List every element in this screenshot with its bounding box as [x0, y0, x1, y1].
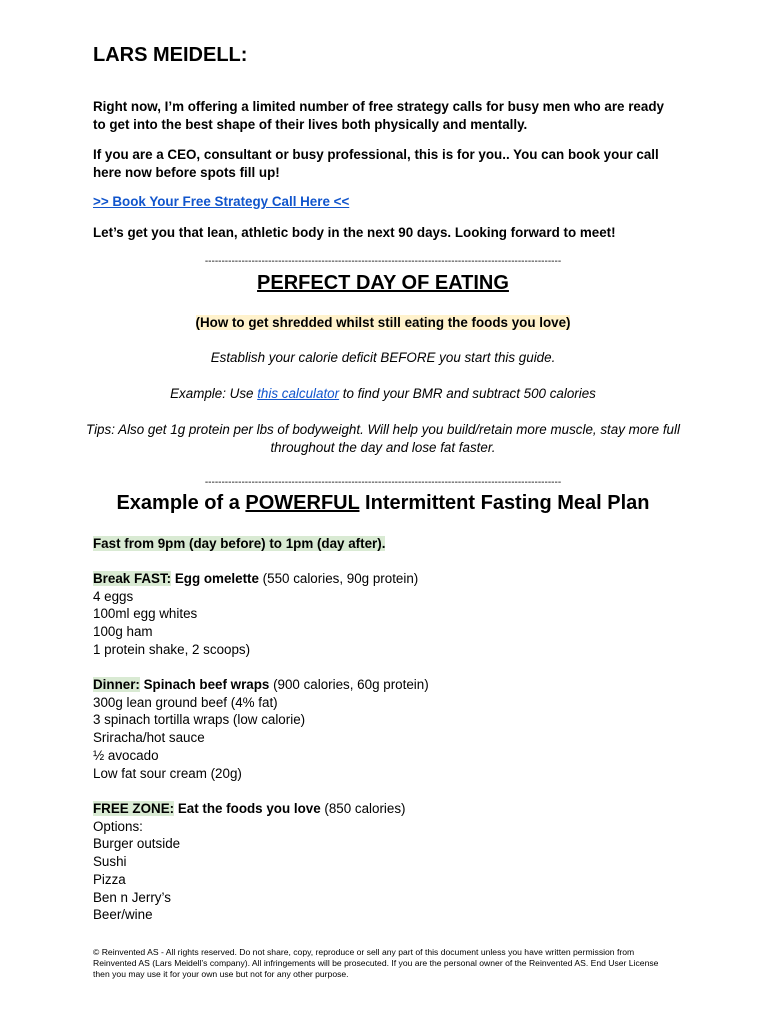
section-title-text: PERFECT DAY OF EATING: [257, 272, 509, 294]
meal-name: Eat the foods you love: [174, 801, 321, 816]
example-suffix: to find your BMR and subtract 500 calories: [339, 386, 596, 401]
meal-header: [93, 676, 673, 694]
ingredient-item: 100g ham: [93, 624, 153, 640]
example-prefix: Example: Use: [170, 386, 258, 401]
option-item: Sushi: [93, 854, 127, 870]
ingredient-item: 1 protein shake, 2 scoops): [93, 641, 251, 657]
calculator-link[interactable]: this calculator: [257, 386, 340, 401]
meal-plan-title: [73, 491, 693, 515]
fasting-window: [93, 535, 673, 553]
meal-breakfast: [93, 570, 673, 659]
ingredient-item: 3 spinach tortilla wraps (low calorie): [93, 712, 306, 728]
meal-info: (900 calories, 60g protein): [269, 677, 429, 692]
fasting-window-highlight: Fast from 9pm (day before) to 1pm (day after).: [93, 536, 386, 551]
ingredient-item: 4 eggs: [93, 588, 134, 604]
meal-label: FREE ZONE:: [93, 801, 175, 816]
section-title: [93, 271, 673, 295]
option-item: Pizza: [93, 871, 126, 887]
book-call-link[interactable]: >> Book Your Free Strategy Call Here <<: [93, 194, 350, 209]
meal-info: (850 calories): [320, 801, 406, 816]
meal-header: [93, 570, 673, 588]
divider-2: -----------------------------------------------------------------------------------------------------------: [204, 477, 562, 488]
calorie-deficit-line: Establish your calorie deficit BEFORE you start this guide.: [210, 350, 556, 365]
ingredient-item: 100ml egg whites: [93, 606, 198, 622]
author-heading: LARS MEIDELL:: [93, 44, 248, 66]
option-item: Options:: [93, 818, 143, 834]
ingredient-item: Sriracha/hot sauce: [93, 730, 205, 746]
meal-label: Break FAST:: [93, 571, 172, 586]
meal-label: Dinner:: [93, 677, 140, 692]
meal-header: [93, 800, 673, 818]
ingredient-item: ½ avocado: [93, 747, 159, 763]
meal-plan-title-emphasis: POWERFUL: [245, 492, 360, 514]
copyright-footer: © Reinvented AS - All rights reserved. Do not share, copy, reproduce or sell any part of this document unless you have written permission from Reinvented AS (Lars Meidell’s company). All infringements will be prosecuted. If you are the personal owner of the Reinvented AS. End User License then you may use it for your own use but not for any other purpose.: [93, 947, 659, 979]
meal-plan-title-prefix: Example of a: [116, 492, 246, 514]
subtitle-line: [83, 314, 683, 332]
option-item: Ben n Jerry’s: [93, 889, 171, 905]
subtitle-highlight: (How to get shredded whilst still eating the foods you love): [195, 315, 571, 330]
meal-info: (550 calories, 90g protein): [258, 571, 419, 586]
meal-name: Egg omelette: [171, 571, 259, 586]
option-item: Beer/wine: [93, 907, 153, 923]
ingredient-item: 300g lean ground beef (4% fat): [93, 694, 278, 710]
intro-paragraph-2: If you are a CEO, consultant or busy professional, this is for you.. You can book your call here now before spots fill up!: [93, 147, 659, 180]
option-item: Burger outside: [93, 836, 181, 852]
meal-dinner: [93, 676, 673, 782]
ingredient-item: Low fat sour cream (20g): [93, 765, 242, 781]
divider-1: -----------------------------------------------------------------------------------------------------------: [204, 256, 562, 267]
tips-paragraph: Tips: Also get 1g protein per lbs of bodyweight. Will help you build/retain more muscle, stay more full throughout the day and lose fat faster.: [86, 422, 680, 455]
meal-plan-title-suffix: Intermittent Fasting Meal Plan: [359, 492, 650, 514]
intro-paragraph-3: Let’s get you that lean, athletic body in the next 90 days. Looking forward to meet!: [93, 225, 616, 240]
meal-name: Spinach beef wraps: [139, 677, 270, 692]
example-line: [83, 385, 683, 403]
intro-paragraph-1: Right now, I’m offering a limited number of free strategy calls for busy men who are ready to get into the best shape of their lives both physically and mentally.: [93, 99, 664, 132]
meal-free-zone: [93, 800, 673, 924]
